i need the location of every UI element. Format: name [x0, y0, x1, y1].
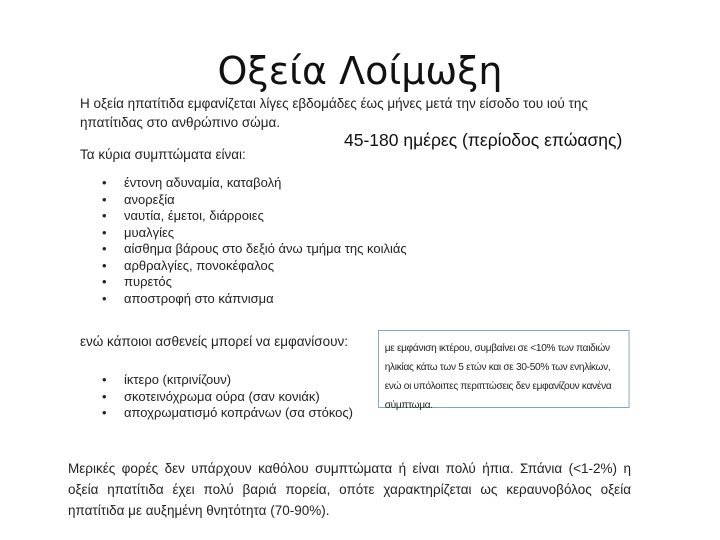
slide-title: Οξεία Λοίμωξη: [217, 49, 503, 94]
list-item: • ανορεξία: [80, 192, 460, 209]
symptoms-heading: Τα κύρια συμπτώματα είναι:: [80, 147, 246, 162]
symptoms-list: [80, 175, 460, 307]
list-item: • σκοτεινόχρωμα ούρα (σαν κονιάκ): [80, 389, 380, 406]
list-item: • αποστροφή στο κάπνισμα: [80, 291, 460, 308]
list-item: • μυαλγίες: [80, 225, 460, 242]
some-patients-heading: ενώ κάποιοι ασθενείς μπορεί να εμφανίσουν:: [80, 334, 349, 349]
list-item: • έντονη αδυναμία, καταβολή: [80, 175, 460, 192]
list-item: • ίκτερο (κιτρινίζουν): [80, 372, 380, 389]
list-item: • πυρετός: [80, 274, 460, 291]
jaundice-note-box: με εμφάνιση ικτέρου, συμβαίνει σε <10% των παιδιών ηλικίας κάτω των 5 ετών και σε 30-50% των ενηλίκων, ενώ οι υπόλοιπες περιπτώσεις δεν εμφανίζουν κανένα σύμπτωμα.: [378, 330, 630, 408]
list-item: • ναυτία, έμετοι, διάρροιες: [80, 208, 460, 225]
incubation-period: 45-180 ημέρες (περίοδος επώασης): [344, 130, 623, 150]
list-item: • αρθραλγίες, πονοκέφαλος: [80, 258, 460, 275]
list-item: • αποχρωματισμό κοπράνων (σα στόκος): [80, 405, 380, 422]
intro-paragraph: Η οξεία ηπατίτιδα εμφανίζεται λίγες εβδομάδες έως μήνες μετά την είσοδο του ιού της ηπατίτιδας στο ανθρώπινο σώμα.: [80, 96, 588, 130]
additional-symptoms-list: [80, 372, 380, 422]
closing-paragraph: Μερικές φορές δεν υπάρχουν καθόλου συμπτώματα ή είναι πολύ ήπια. Σπάνια (<1-2%) η οξεία ηπατίτιδα έχει πολύ βαριά πορεία, οπότε χαρακτηρίζεται ως κεραυνοβόλος οξεία ηπατίτιδα με αυξημένη θνητότητα (70-90%).: [68, 461, 631, 518]
list-item: • αίσθημα βάρους στο δεξιό άνω τμήμα της κοιλιάς: [80, 241, 460, 258]
